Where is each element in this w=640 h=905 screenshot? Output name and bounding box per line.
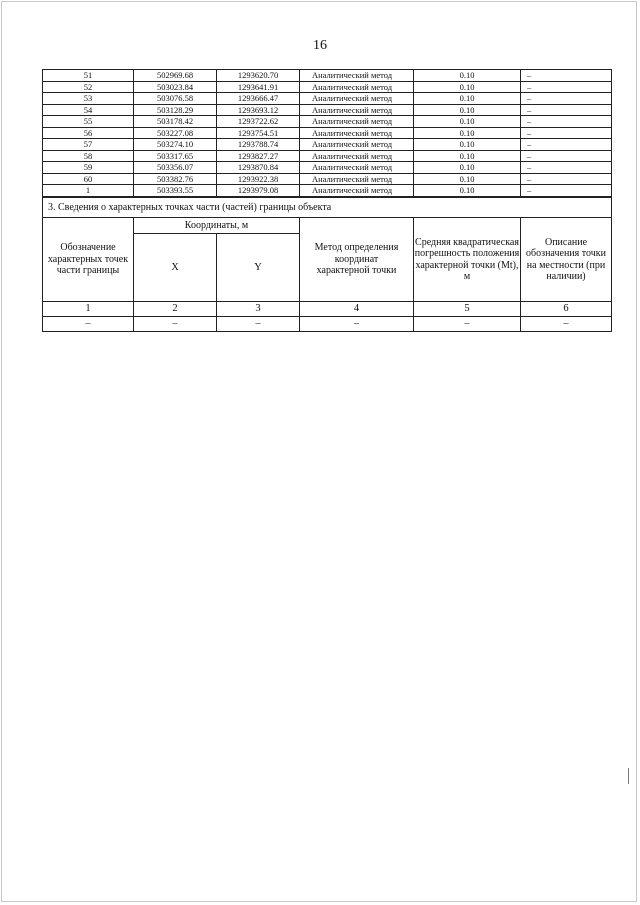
table-row: [43, 139, 612, 151]
cell-n: 51: [43, 70, 134, 82]
cell-x: 503128.29: [134, 104, 217, 116]
empty-cell: –: [134, 317, 217, 332]
points-table: [42, 69, 612, 197]
table-row: [43, 150, 612, 162]
cell-y: 1293666.47: [217, 93, 300, 105]
cell-y: 1293979.08: [217, 185, 300, 197]
cell-mt: 0.10: [414, 127, 521, 139]
header-coordinates: Координаты, м: [134, 218, 300, 234]
table-row: [43, 104, 612, 116]
table-row: [43, 185, 612, 197]
cell-mt: 0.10: [414, 185, 521, 197]
cell-method: Аналитический метод: [300, 185, 414, 197]
cell-n: 53: [43, 93, 134, 105]
cell-method: Аналитический метод: [300, 127, 414, 139]
table-row: [43, 93, 612, 105]
cell-desc: –: [521, 150, 612, 162]
cell-x: 503227.08: [134, 127, 217, 139]
cell-n: 57: [43, 139, 134, 151]
cell-method: Аналитический метод: [300, 116, 414, 128]
cell-desc: –: [521, 139, 612, 151]
scan-mark: [628, 768, 629, 784]
empty-cell: –: [43, 317, 134, 332]
cell-y: 1293722.62: [217, 116, 300, 128]
header-description: Описание обозначения точки на местности (при наличии): [521, 218, 612, 302]
table-row: [43, 116, 612, 128]
cell-y: 1293641.91: [217, 81, 300, 93]
cell-x: 503393.55: [134, 185, 217, 197]
cell-mt: 0.10: [414, 162, 521, 174]
cell-mt: 0.10: [414, 81, 521, 93]
cell-x: 503076.58: [134, 93, 217, 105]
empty-cell: –: [300, 317, 414, 332]
cell-desc: –: [521, 70, 612, 82]
empty-cell: –: [414, 317, 521, 332]
cell-y: 1293754.51: [217, 127, 300, 139]
cell-method: Аналитический метод: [300, 70, 414, 82]
page-number: 16: [313, 38, 327, 53]
cell-y: 1293922.38: [217, 173, 300, 185]
cell-n: 52: [43, 81, 134, 93]
cell-desc: –: [521, 104, 612, 116]
cell-desc: –: [521, 116, 612, 128]
cell-method: Аналитический метод: [300, 139, 414, 151]
cell-method: Аналитический метод: [300, 81, 414, 93]
cell-n: 1: [43, 185, 134, 197]
table-row: [43, 162, 612, 174]
cell-mt: 0.10: [414, 116, 521, 128]
cell-desc: –: [521, 93, 612, 105]
cell-desc: –: [521, 162, 612, 174]
cell-method: Аналитический метод: [300, 173, 414, 185]
empty-cell: –: [217, 317, 300, 332]
empty-cell: –: [521, 317, 612, 332]
cell-mt: 0.10: [414, 70, 521, 82]
column-number: 6: [521, 302, 612, 317]
column-number: 3: [217, 302, 300, 317]
cell-n: 55: [43, 116, 134, 128]
cell-y: 1293870.84: [217, 162, 300, 174]
cell-mt: 0.10: [414, 173, 521, 185]
cell-y: 1293827.27: [217, 150, 300, 162]
column-number: 2: [134, 302, 217, 317]
table-row: [43, 70, 612, 82]
cell-x: 503178.42: [134, 116, 217, 128]
cell-method: Аналитический метод: [300, 150, 414, 162]
cell-method: Аналитический метод: [300, 93, 414, 105]
table-row: [43, 127, 612, 139]
table-row: [43, 81, 612, 93]
cell-x: 503317.65: [134, 150, 217, 162]
empty-data-row: [43, 317, 612, 332]
column-number: 1: [43, 302, 134, 317]
header-method: Метод определения координат характерной точки: [300, 218, 414, 302]
cell-y: 1293788.74: [217, 139, 300, 151]
cell-x: 503274.10: [134, 139, 217, 151]
header-x: X: [134, 234, 217, 302]
column-number: 5: [414, 302, 521, 317]
points-table-body: [43, 70, 612, 197]
column-numbers-row: [43, 302, 612, 317]
section3-title: 3. Сведения о характерных точках части (частей) границы объекта: [43, 198, 612, 218]
cell-method: Аналитический метод: [300, 104, 414, 116]
cell-x: 502969.68: [134, 70, 217, 82]
cell-x: 503382.76: [134, 173, 217, 185]
cell-desc: –: [521, 185, 612, 197]
cell-x: 503023.84: [134, 81, 217, 93]
cell-y: 1293620.70: [217, 70, 300, 82]
header-accuracy: Средняя квадратическая погрешность положения характерной точки (Mt), м: [414, 218, 521, 302]
cell-desc: –: [521, 81, 612, 93]
column-number: 4: [300, 302, 414, 317]
cell-method: Аналитический метод: [300, 162, 414, 174]
cell-x: 503356.07: [134, 162, 217, 174]
header-designation: Обозначение характерных точек части границы: [43, 218, 134, 302]
cell-mt: 0.10: [414, 93, 521, 105]
cell-n: 60: [43, 173, 134, 185]
cell-mt: 0.10: [414, 150, 521, 162]
cell-desc: –: [521, 127, 612, 139]
cell-y: 1293693.12: [217, 104, 300, 116]
header-y: Y: [217, 234, 300, 302]
table-row: [43, 173, 612, 185]
cell-n: 56: [43, 127, 134, 139]
cell-mt: 0.10: [414, 139, 521, 151]
cell-n: 54: [43, 104, 134, 116]
cell-n: 58: [43, 150, 134, 162]
cell-desc: –: [521, 173, 612, 185]
cell-n: 59: [43, 162, 134, 174]
section3-table: [42, 197, 612, 332]
cell-mt: 0.10: [414, 104, 521, 116]
